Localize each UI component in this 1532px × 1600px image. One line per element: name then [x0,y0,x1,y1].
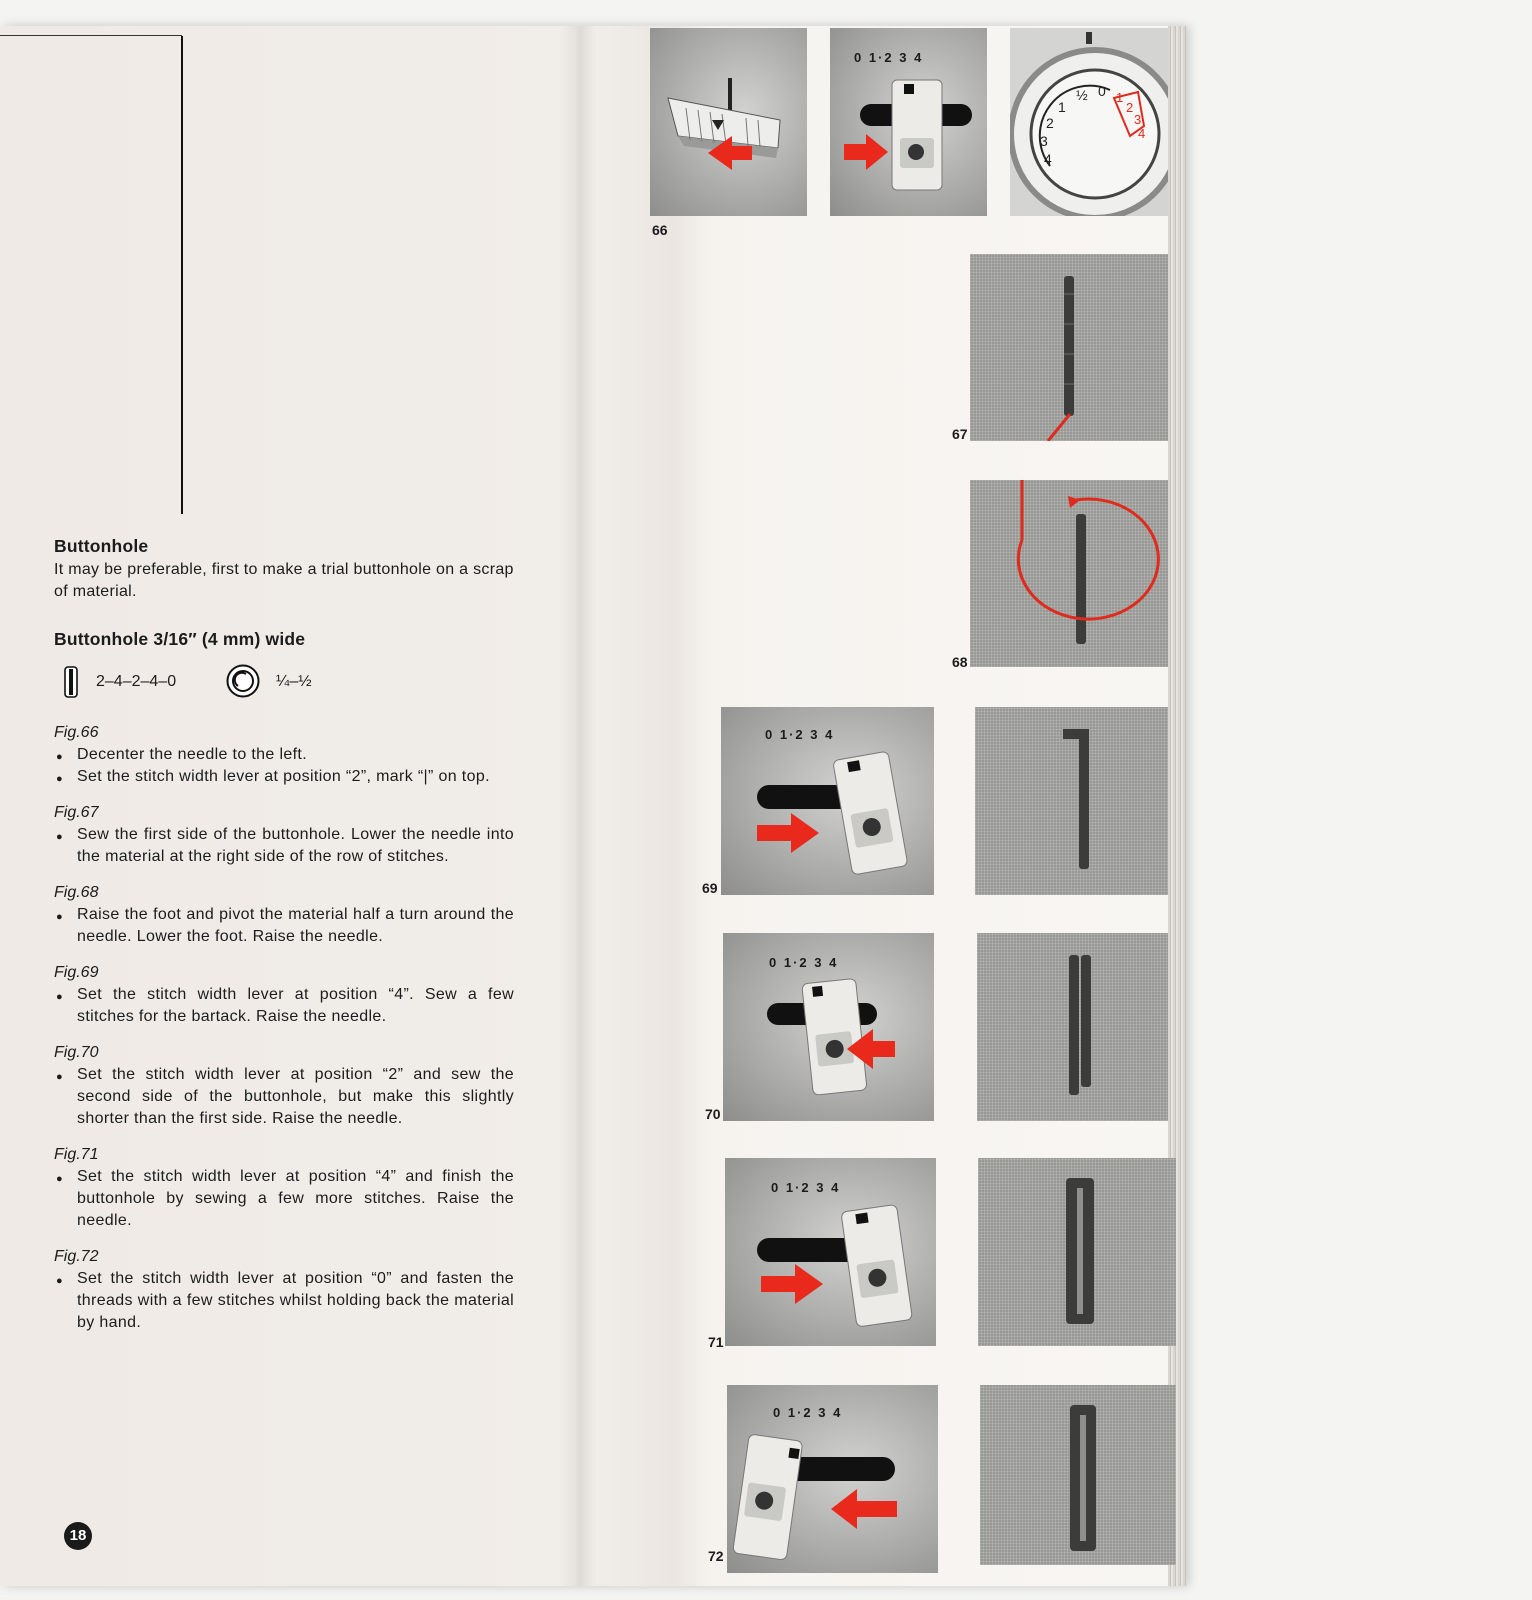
fig-71-fabric-photo [978,1158,1176,1346]
fig-69-instructions [54,964,514,1028]
fig-number-69: 69 [702,880,718,896]
fig-number-70: 70 [705,1106,721,1122]
fig-number-67: 67 [952,426,968,442]
dial-mark: 3 [1134,112,1142,127]
fig-label: Fig.72 [54,1248,99,1265]
dial-mark: 2 [1126,100,1134,115]
stitch-length-dial-icon [226,664,260,703]
dial-mark: 1 [1058,99,1066,115]
dial-mark: ½ [1076,87,1088,103]
fig-66-dial-photo [1010,28,1168,216]
fig-69-lever-photo [721,707,934,895]
fig-number-72: 72 [708,1548,724,1564]
lever-scale-label: 0 1·2 3 4 [769,955,839,970]
instruction-step: ● Raise the foot and pivot the material half a turn around the needle. Lower the foot. Raise the needle. [54,904,514,948]
dial-mark: 0 [1098,83,1106,99]
fig-label: Fig.68 [54,884,99,901]
section-title: Buttonhole [54,536,149,556]
fig-68-instructions [54,884,514,948]
lever-scale-label: 0 1·2 3 4 [854,50,924,65]
stitch-length-range: ¼–½ [276,673,312,690]
fig-label: Fig.67 [54,804,99,821]
fig-72-lever-photo [727,1385,938,1573]
book-gutter [560,26,596,1586]
dial-mark: 1 [1116,90,1124,105]
dial-mark: 3 [1040,133,1048,149]
page-edge [1168,26,1186,1586]
instruction-step: ● Set the stitch width lever at position “0” and fasten the threads with a few stitches whilst holding back the material by hand. [54,1268,514,1334]
machine-settings [54,660,514,704]
fig-label: Fig.66 [54,724,99,741]
top-rule [0,35,182,36]
fig-66-lever-photo [830,28,987,216]
instruction-step: ● Set the stitch width lever at position “2”, mark “|” on top. [54,766,514,788]
fig-68-fabric-photo [970,480,1168,667]
fig-label: Fig.71 [54,1146,99,1163]
fig-67-instructions [54,804,514,868]
dial-mark: 4 [1044,151,1052,167]
stitch-width-lever-icon [64,666,78,703]
fig-label: Fig.70 [54,1044,99,1061]
dial-mark: 2 [1046,115,1054,131]
fig-70-instructions [54,1044,514,1130]
fig-70-lever-photo [723,933,934,1121]
instruction-step: ● Decenter the needle to the left. [54,744,514,766]
instruction-step: ● Set the stitch width lever at position “4” and finish the buttonhole by sewing a few more stitches. Raise the needle. [54,1166,514,1232]
fig-72-fabric-photo [980,1385,1176,1565]
fig-69-fabric-photo [975,707,1168,895]
fig-72-instructions [54,1248,514,1334]
stitch-width-sequence: 2–4–2–4–0 [96,673,177,690]
fig-67-fabric-photo [970,254,1168,441]
fig-number-71: 71 [708,1334,724,1350]
fig-number-68: 68 [952,654,968,670]
page-number: 18 [64,1522,92,1550]
fig-71-lever-photo [725,1158,936,1346]
fig-66-knob-photo [650,28,807,216]
left-page-text [54,536,514,1334]
lever-scale-label: 0 1·2 3 4 [773,1405,843,1420]
dial-mark: 4 [1138,126,1146,141]
fig-71-instructions [54,1146,514,1232]
subsection-title: Buttonhole 3/16″ (4 mm) wide [54,629,306,649]
instruction-step: ● Set the stitch width lever at position “4”. Sew a few stitches for the bartack. Raise the needle. [54,984,514,1028]
instruction-step: ● Sew the first side of the buttonhole. Lower the needle into the material at the right side of the row of stitches. [54,824,514,868]
lever-scale-label: 0 1·2 3 4 [771,1180,841,1195]
fig-66-instructions [54,724,514,788]
lever-scale-label: 0 1·2 3 4 [765,727,835,742]
instruction-step: ● Set the stitch width lever at position “2” and sew the second side of the buttonhole, but make this slightly shorter than the first side. Raise the needle. [54,1064,514,1130]
fig-label: Fig.69 [54,964,99,981]
intro-text: It may be preferable, first to make a trial buttonhole on a scrap of material. [54,561,514,600]
column-rule [181,36,183,514]
fig-number-66: 66 [652,222,668,238]
fig-70-fabric-photo [977,933,1168,1121]
